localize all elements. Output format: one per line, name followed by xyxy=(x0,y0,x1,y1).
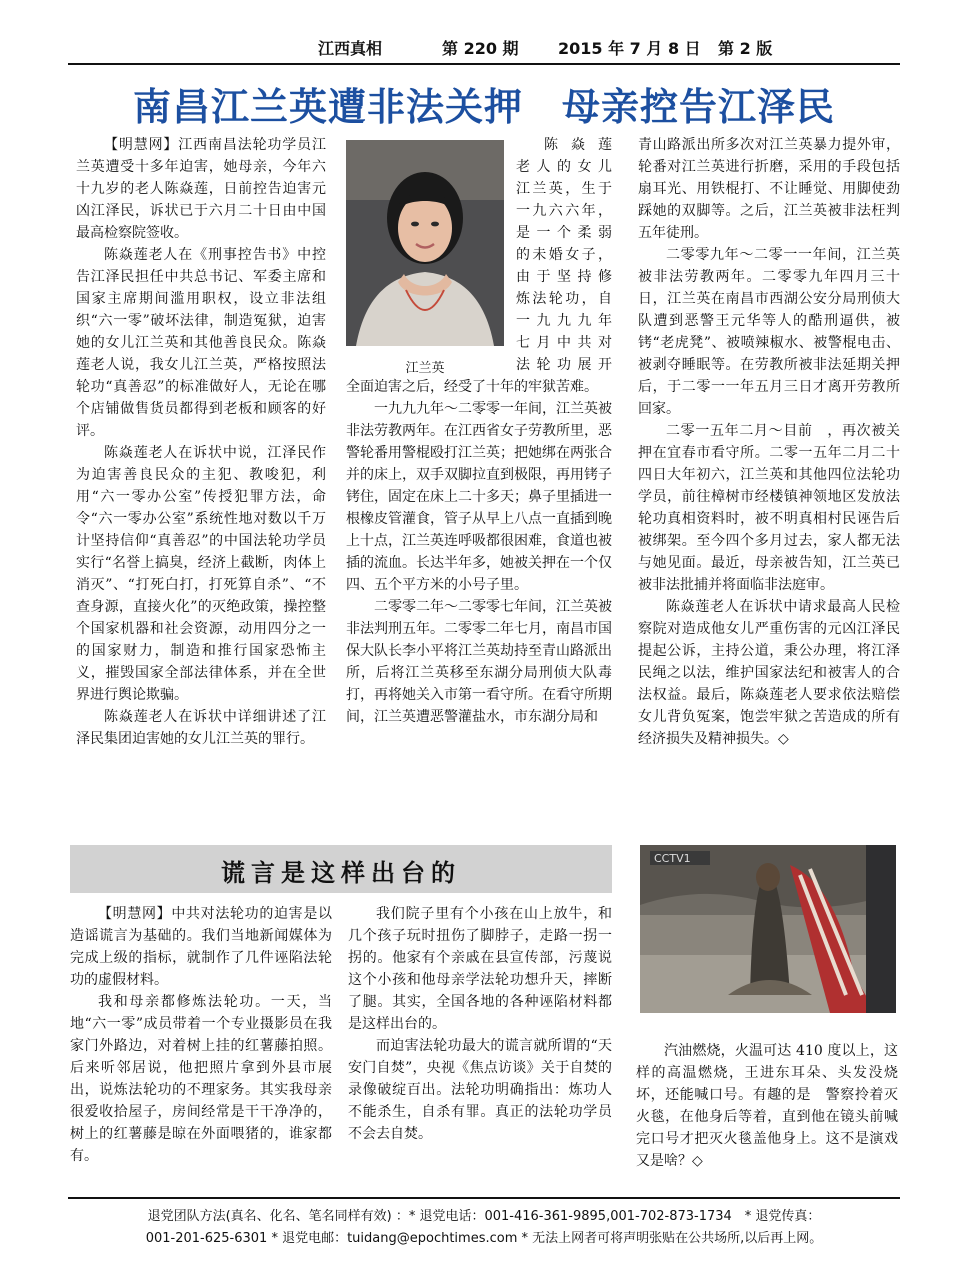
narrow-line: 炼法轮功，自 xyxy=(516,291,612,307)
paragraph: 青山路派出所多次对江兰英暴力提外审，轮番对江兰英进行折磨，采用的手段包括扇耳光、用铁棍打、不让睡觉、用脚使劲踩她的双脚等。之后，江兰英被非法枉判五年徒刑。 xyxy=(638,137,900,241)
article1-column-1 xyxy=(76,134,326,750)
paragraph: 陈焱莲老人在诉状中详细讲述了江泽民集团迫害她的女儿江兰英的罪行。 xyxy=(76,709,326,747)
narrow-line: 法轮功展开 xyxy=(516,357,612,373)
photo-tag: CCTV1 xyxy=(654,852,691,865)
paragraph: 我和母亲都修炼法轮功。一天，当地“六一零”成员带着一个专业摄影员在我家门外路边，对着树上挂的红薯藤拍照。后来听邻居说，他把照片拿到外县市展出，说炼法轮功的不理家务。其实我母亲很爱收拾屋子，房间经常是干干净净的，树上的红薯藤是晾在外面喂猪的，谁家都有。 xyxy=(70,994,332,1164)
paragraph: 我们院子里有个小孩在山上放牛，和几个孩子玩时扭伤了脚脖子，走路一拐一拐的。他家有个亲戚在县宣传部，污蔑说这个小孩和他母亲学法轮功想升天，摔断了腿。其实，全国各地的各种诬陷材料都是这样出台的。 xyxy=(348,906,612,1032)
issue-number: 第 220 期 xyxy=(442,39,519,58)
portrait-caption: 江兰英 xyxy=(405,361,445,376)
article2-title: 谎言是这样出台的 xyxy=(221,859,461,887)
portrait-photo xyxy=(346,140,504,346)
narrow-line: 的未婚女子， xyxy=(516,247,612,263)
news-photo xyxy=(640,845,896,1013)
narrow-line: 由于坚持修 xyxy=(516,269,612,285)
paragraph: 陈焱莲老人在诉状中请求最高人民检察院对造成他女儿严重伤害的元凶江泽民提起公诉，主持公道，秉公办理，将江泽民绳之以法，维护国家法纪和被害人的合法权益。最后，陈焱莲老人要求依法赔偿女儿背负冤案，饱尝牢狱之苦造成的所有经济损失及精神损失。◇ xyxy=(638,599,900,747)
paragraph: 全面迫害之后，经受了十年的牢狱苦难。 xyxy=(346,379,598,395)
paragraph: 二零零二年～二零零七年间，江兰英被非法判刑五年。二零零二年七月，南昌市国保大队长李小平将江兰英劫持至青山路派出所，后将江兰英移至东湖分局刑侦大队毒打，再将她关入市第一看守所。在看守所期间，江兰英遭恶警灌盐水，市东湖分局和 xyxy=(346,599,612,725)
page-number: 第 2 版 xyxy=(718,39,773,58)
narrow-line: 江兰英，生于 xyxy=(516,181,612,197)
narrow-line: 老人的女儿 xyxy=(516,159,612,175)
paragraph: 而迫害法轮功最大的谎言就所谓的“天安门自焚”，央视《焦点访谈》关于自焚的录像破绽百出。法轮功明确指出：炼功人不能杀生，自杀有罪。真正的法轮功学员不会去自焚。 xyxy=(348,1038,612,1142)
footer-rule xyxy=(68,1197,900,1199)
paragraph: 一九九九年～二零零一年间，江兰英被非法劳教两年。在江西省女子劳教所里，恶警轮番用警棍殴打江兰英；把她绑在两张合并的床上，双手双脚拉直到极限，再用铐子铐住，固定在床上二十多天；鼻子里插进一根橡皮管灌食，管子从早上八点一直插到晚上十点，江兰英连呼吸都很困难，食道也被插的流血。长达半年多，她被关押在一个仅四、五个平方米的小号子里。 xyxy=(346,401,612,593)
narrow-line: 一九六六年， xyxy=(516,203,612,219)
paragraph: 陈焱莲老人在《刑事控告书》中控告江泽民担任中共总书记、军委主席和国家主席期间滥用职权，设立非法组织“六一零”破坏法律，制造冤狱，迫害她的女儿江兰英和其他善良民众。陈焱莲老人说，我女儿江兰英，严格按照法轮功“真善忍”的标准做好人，无论在哪个店铺做售货员都得到老板和顾客的好评。 xyxy=(76,247,326,439)
narrow-line: 一九九九年 xyxy=(516,313,612,329)
footer-line-1: 退党团队方法(真名、化名、笔名同样有效) ：* 退党电话：001-416-361-9895,001-702-873-1734 * 退党传真： xyxy=(147,1209,821,1224)
narrow-line: 是一个柔弱 xyxy=(516,225,612,241)
narrow-line: 陈焱莲 xyxy=(544,137,612,153)
article2-column-1 xyxy=(70,903,332,1167)
issue-date: 2015 年 7 月 8 日 xyxy=(558,39,701,58)
paragraph: 【明慧网】中共对法轮功的迫害是以造谣谎言为基础的。我们当地新闻媒体为完成上级的指标，就制作了几件诬陷法轮功的虚假材料。 xyxy=(70,906,332,988)
footer-line-2: 001-201-625-6301 * 退党电邮：tuidang@epochtimes.com * 无法上网者可将声明张贴在公共场所,以后再上网。 xyxy=(145,1231,823,1246)
article1-column-2 xyxy=(346,376,612,728)
article1-column-2-narrow xyxy=(516,134,612,376)
paragraph: 【明慧网】江西南昌法轮功学员江兰英遭受十多年迫害，她母亲，今年六十九岁的老人陈焱莲，日前控告迫害元凶江泽民，诉状已于六月二十日由中国最高检察院签收。 xyxy=(76,137,326,241)
page-header xyxy=(0,36,978,60)
paper-name: 江西真相 xyxy=(318,39,383,58)
paragraph: 二零一五年二月～目前 ，再次被关押在宜春市看守所。二零一五年二月二十四日大年初六，江兰英和其他四位法轮功学员，前往樟树市经楼镇神领地区发放法轮功真相资料时，被不明真相村民诬告后被绑架。至今四个多月过去，家人都无法与她见面。最近，母亲被告知，江兰英已被非法批捕并将面临非法庭审。 xyxy=(638,423,900,593)
paragraph: 陈焱莲老人在诉状中说，江泽民作为迫害善良民众的主犯、教唆犯，利用“六一零办公室”传授犯罪方法，命令“六一零办公室”系统性地对数以千万计坚持信仰“真善忍”的中国法轮功学员实行“名誉上搞臭，经济上截断，肉体上消灭”、“打死白打，打死算自杀”、“不查身源，直接火化”的灭绝政策，操控整个国家机器和社会资源，动用四分之一的国家财力，制造和推行国家恐怖主义，摧毁国家全部法律体系，并在全世界进行舆论欺骗。 xyxy=(76,445,326,703)
narrow-line: 七月中共对 xyxy=(516,335,612,351)
header-rule xyxy=(68,63,900,65)
caption-text: 汽油燃烧，火温可达 410 度以上，这样的高温燃烧，王进东耳朵、头发没烧坏，还能喊口号。有趣的是 警察拎着灭火毯，在他身后等着，直到他在镜头前喊完口号才把灭火毯盖他身上。这不是演戏又是啥？◇ xyxy=(636,1043,898,1169)
article2-column-2 xyxy=(348,903,612,1145)
article1-column-3 xyxy=(638,134,900,750)
paragraph: 二零零九年～二零一一年间，江兰英被非法劳教两年。二零零九年四月三十日，江兰英在南昌市西湖公安分局刑侦大队遭到恶警王元华等人的酷刑逼供，被铐“老虎凳”、被喷辣椒水、被警棍电击、被剥夺睡眠等。在劳教所被非法延期关押后，于二零一一年五月三日才离开劳教所回家。 xyxy=(638,247,900,417)
article-headline: 南昌江兰英遭非法关押 母亲控告江泽民 xyxy=(132,85,835,129)
photo-caption xyxy=(636,1040,898,1172)
